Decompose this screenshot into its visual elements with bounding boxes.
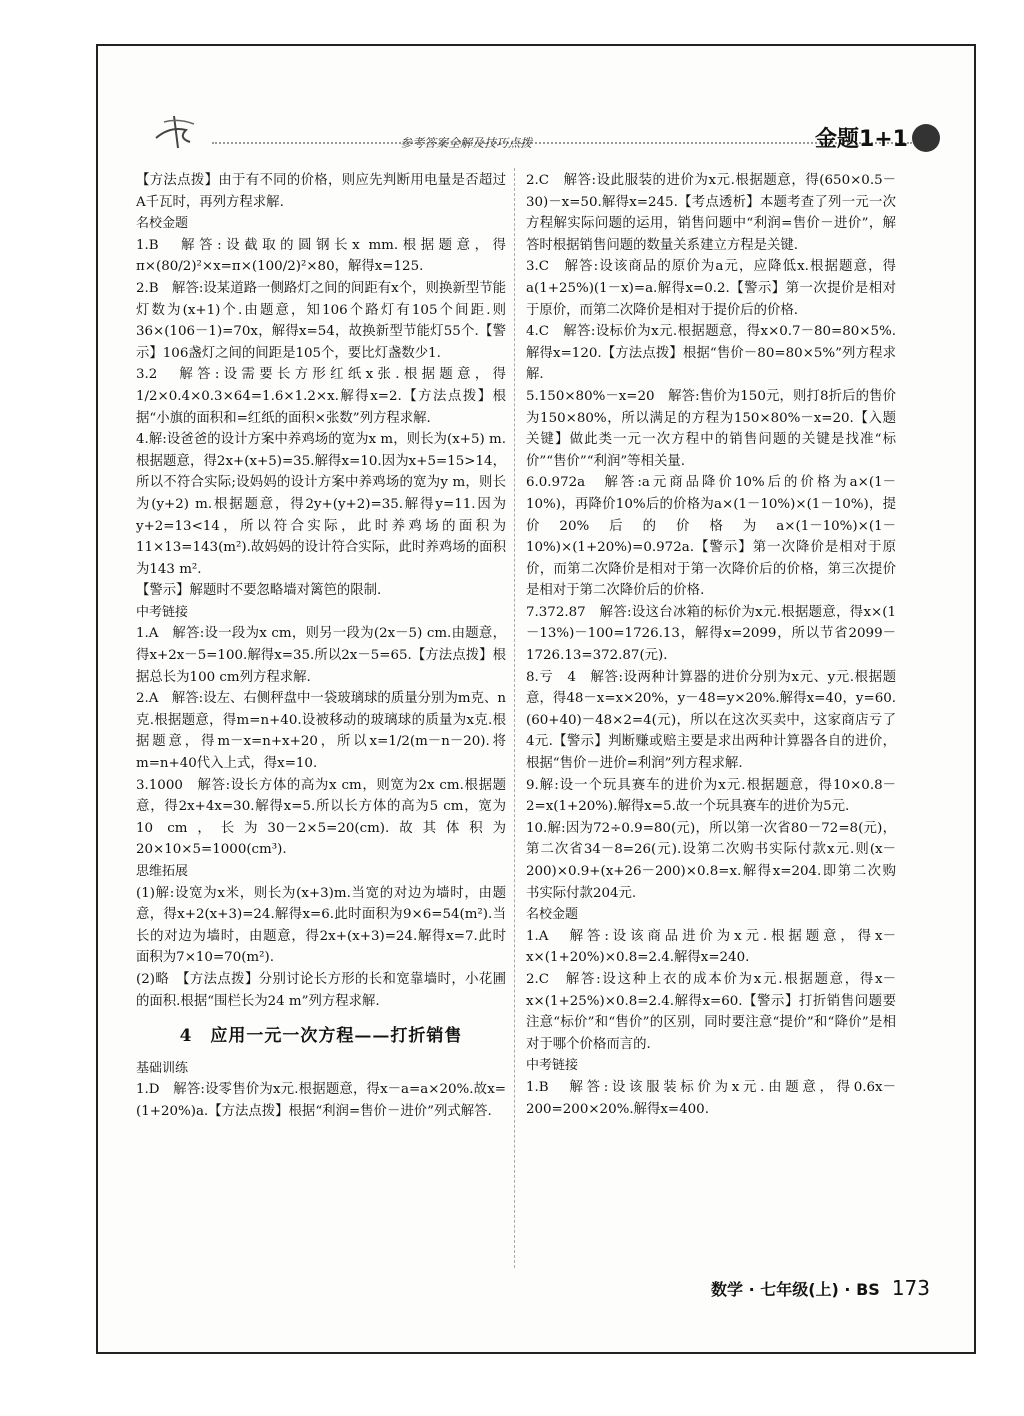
answer-item: 7.372.87 解答:设这台冰箱的标价为x元.根据题意，得x×(1－13%)－100=1726.13，解得x=2099，所以节省2099－1726.13=372.87(元).: [526, 604, 896, 664]
answer-item: 10.解:因为72÷0.9=80(元)，所以第一次省80－72=8(元)，第二次省34－8=26(元).设第二次购书实际付款x元.则(x－200)×0.9+(x+26－200)×0.8=x.解得x=204.即第二次购书实际付款204元.: [526, 820, 896, 901]
answer-item: 9.解:设一个玩具赛车的进价为x元.根据题意，得10×0.8－2=x(1+20%).解得x=5.故一个玩具赛车的进价为5元.: [526, 777, 896, 815]
section-heading: 思维拓展: [136, 864, 189, 879]
answer-item: (1)解:设宽为x米，则长为(x+3)m.当宽的对边为墙时，由题意，得x+2(x+3)=24.解得x=6.此时面积为9×6=54(m²).当长的对边为墙时，由题意，得2x+(x+3)=24.解得x=7.此时面积为7×10=70(m²).: [136, 885, 506, 966]
answer-item: 1.B 解答:设该服装标价为x元.由题意，得0.6x－200=200×20%.解得x=400.: [526, 1079, 896, 1117]
answer-item: 1.D 解答:设零售价为x元.根据题意，得x－a=a×20%.故x=(1+20%)a.【方法点拨】根据“利润=售价－进价”列式解答.: [136, 1082, 506, 1119]
answer-item: 2.C 解答:设此服装的进价为x元.根据题意，得(650×0.5－30)－x=50.解得x=245.【考点透析】本题考查了列一元一次方程解实际问题的运用，销售问题中“利润=售价－进价”，解答时根据销售问题的数量关系建立方程是关键.: [526, 173, 896, 253]
answer-item: 1.A 解答:设一段为x cm，则另一段为(2x－5) cm.由题意，得x+2x－5=100.解得x=35.所以2x－5=65.【方法点拨】根据总长为100 cm列方程求解.: [136, 626, 506, 685]
answer-item: 3.1000 解答:设长方体的高为x cm，则宽为2x cm.根据题意，得2x+4x=30.解得x=5.所以长方体的高为5 cm，宽为10 cm，长为30－2×5=20(cm).故其体积为20×10×5=1000(cm³).: [136, 777, 506, 858]
section-heading: 中考链接: [136, 604, 189, 620]
column-divider: [514, 168, 515, 1268]
section-heading: 基础训练: [136, 1060, 189, 1076]
right-column: [526, 170, 896, 1120]
answer-item: 3.2 解答:设需要长方形红纸x张.根据题意，得1/2×0.4×0.3×64=1.6×1.2×x.解得x=2.【方法点拨】根据“小旗的面积和=红纸的面积×张数”列方程求解.: [136, 367, 506, 426]
answer-item: 1.B 解答:设截取的圆钢长x mm.根据题意，得π×(80/2)²×x=π×(100/2)²×80，解得x=125.: [136, 237, 506, 275]
answer-item: 2.C 解答:设这种上衣的成本价为x元.根据题意，得x－x×(1+25%)×0.8=2.4.解得x=60.【警示】打折销售问题要注意“标价”和“售价”的区别，同时要注意“提价”和“降价”是相对于哪个价格而言的.: [526, 971, 896, 1052]
brand-title: 金题1+1: [814, 127, 908, 152]
answer-item: 4.解:设爸爸的设计方案中养鸡场的宽为x m，则长为(x+5) m.根据题意，得2x+(x+5)=35.解得x=10.因为x+5=15>14，所以不符合实际;设妈妈的设计方案中养鸡场的宽为y m，则长为(y+2) m.根据题意，得2y+(y+2)=35.解得y=11.因为y+2=13<14，所以符合实际，此时养鸡场的面积为11×13=143(m²).故妈妈的设计符合实际，此时养鸡场的面积为143 m².: [136, 432, 506, 577]
paragraph: 【方法点拨】由于有不同的价格，则应先判断用电量是否超过A千瓦时，再列方程求解.: [136, 173, 506, 210]
footer-subject: 数学 · 七年级(上) · BS: [711, 1280, 880, 1299]
answer-item: 2.B 解答:设某道路一侧路灯之间的间距有x个，则换新型节能灯数为(x+1)个.由题意，知106个路灯有105个间距.则36×(106－1)=70x，解得x=54，故换新型节能灯55个.【警示】106盏灯之间的间距是105个，要比灯盏数少1.: [136, 280, 506, 361]
answer-item: 8.亏 4 解答:设两种计算器的进价分别为x元、y元.根据题意，得48－x=x×20%，y－48=y×20%.解得x=40，y=60.(60+40)－48×2=4(元)，所以在这次买卖中，这家商店亏了4元.【警示】判断赚或赔主要是求出两种计算器各自的进价，根据“售价－进价=利润”列方程求解.: [526, 669, 896, 772]
answer-note: 【警示】解题时不要忽略墙对篱笆的限制.: [136, 583, 382, 599]
answer-item: 3.C 解答:设该商品的原价为a元，应降低x.根据题意，得a(1+25%)(1－x)=a.解得x=0.2.【警示】第一次提价是相对于原价，而第二次降价是相对于提价后的价格.: [526, 259, 896, 318]
left-column: [136, 170, 506, 1123]
answer-item: 2.A 解答:设左、右侧秤盘中一袋玻璃球的质量分别为m克、n克.根据题意，得m=n+40.设被移动的玻璃球的质量为x克.根据题意，得m－x=n+x+20，所以x=1/2(m－n－20).将m=n+40代入上式，得x=10.: [136, 691, 506, 772]
header-subtitle: 参考答案全解及技巧点拨: [400, 136, 533, 150]
section-heading: 名校金题: [136, 216, 189, 232]
page-number: 173: [891, 1276, 930, 1300]
page-footer: [711, 1276, 930, 1300]
section-heading: 中考链接: [526, 1058, 579, 1074]
page-header: [150, 108, 940, 154]
brand-mascot-icon: [912, 124, 940, 152]
answer-item: 4.C 解答:设标价为x元.根据题意，得x×0.7－80=80×5%.解得x=120.【方法点拨】根据“售价－80=80×5%”列方程求解.: [526, 324, 896, 383]
answer-item: (2)略 【方法点拨】分别讨论长方形的长和宽靠墙时，小花圃的面积.根据“围栏长为24 m”列方程求解.: [136, 971, 506, 1009]
answer-item: 1.A 解答:设该商品进价为x元.根据题意，得x－x×(1+20%)×0.8=2.4.解得x=240.: [526, 928, 896, 966]
answer-item: 5.150×80%－x=20 解答:售价为150元，则打8折后的售价为150×80%，所以满足的方程为150×80%－x=20.【入题关键】做此类一元一次方程中的销售问题的关键是找准“标价”“售价”“利润”等相关量.: [526, 388, 896, 469]
header-dotted-rule: [212, 142, 912, 144]
section-heading: 名校金题: [526, 907, 579, 923]
chapter-title: 4 应用一元一次方程——打折销售: [179, 1026, 463, 1047]
header-logo-icon: [150, 108, 206, 154]
answer-item: 6.0.972a 解答:a元商品降价10%后的价格为a×(1－10%)，再降价10%后的价格为a×(1－10%)×(1－10%)，提价20%后的价格为a×(1－10%)×(1－10%)×(1+20%)=0.972a.【警示】第一次降价是相对于原价，而第二次降价是相对于第一次降价后的价格，第三次提价是相对于第二次降价后的价格.: [526, 475, 896, 599]
brand: [815, 122, 940, 153]
